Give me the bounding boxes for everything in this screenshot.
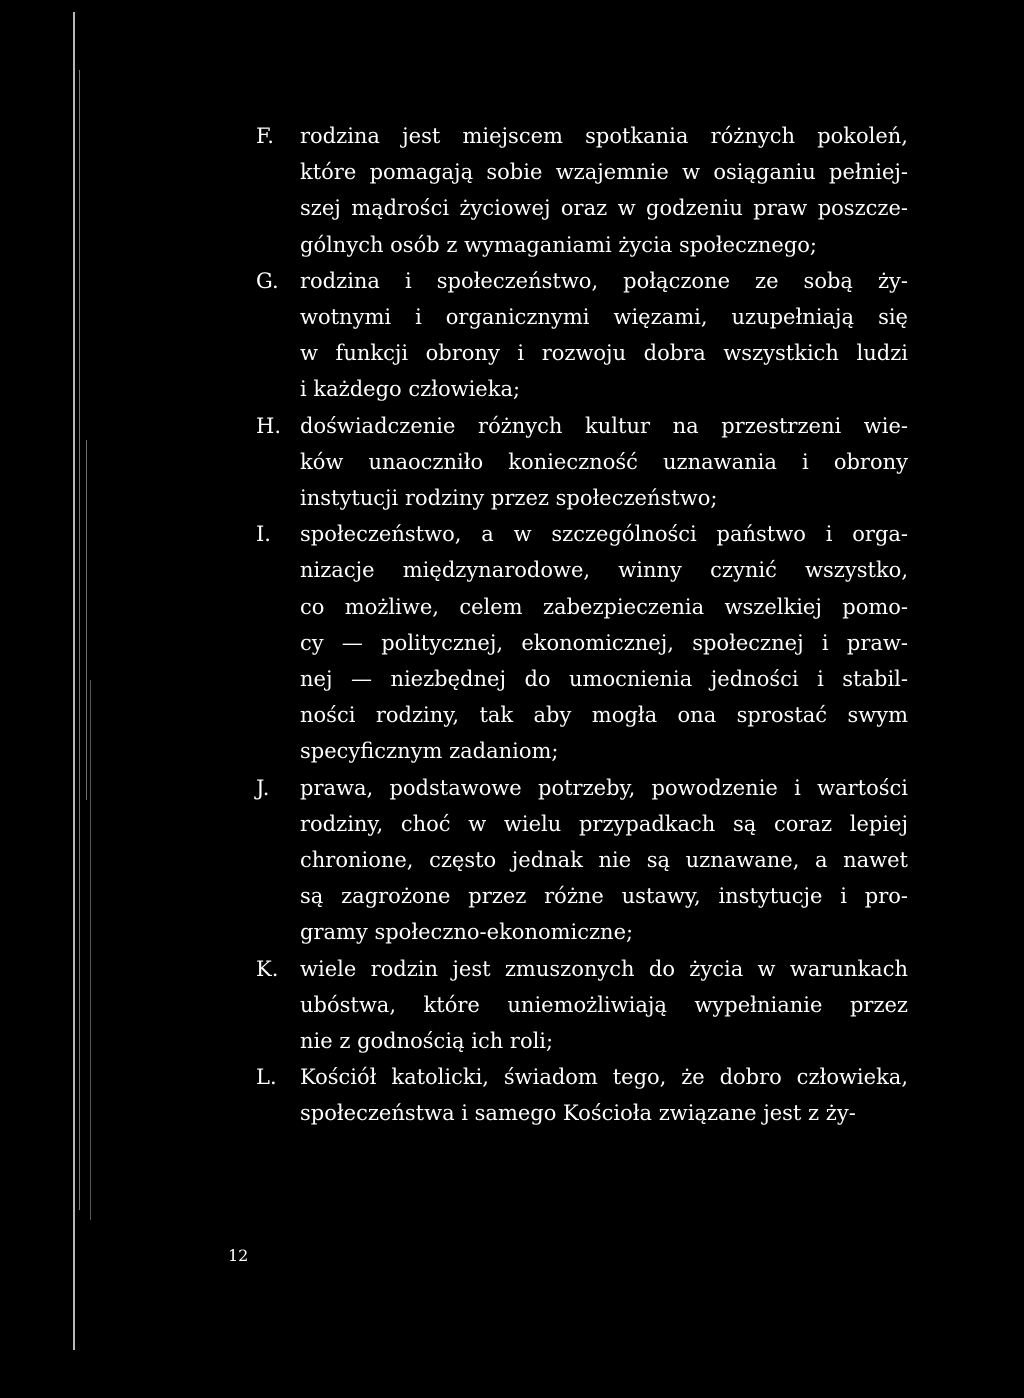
text-line: społeczeństwa i samego Kościoła związane jest z ży-: [300, 1101, 856, 1126]
text-line: które pomagają sobie wzajemnie w osiąganiu pełniej-: [300, 160, 908, 185]
text-line: ności rodziny, tak aby mogła ona sprostać swym: [300, 703, 908, 728]
scan-edge-line: [73, 12, 75, 1350]
item-letter: J.: [256, 775, 270, 800]
list-item: [248, 118, 908, 263]
item-letter: G.: [256, 268, 279, 293]
text-line: rodzina jest miejscem spotkania różnych pokoleń,: [300, 124, 908, 148]
list-item: [248, 263, 908, 408]
text-line: nej — niezbędnej do umocnienia jedności i stabil-: [300, 667, 908, 692]
text-line: rodzina i społeczeństwo, połączone ze sobą ży-: [300, 268, 908, 293]
item-letter: K.: [256, 956, 279, 981]
text-line: ubóstwa, które uniemożliwiają wypełnianie przez: [300, 992, 908, 1017]
item-text: [300, 408, 908, 517]
text-line: nizacje międzynarodowe, winny czynić wszystko,: [300, 558, 908, 583]
list-item: [248, 951, 908, 1060]
text-line: wiele rodzin jest zmuszonych do życia w warunkach: [300, 956, 908, 981]
text-line: Kościół katolicki, świadom tego, że dobro człowieka,: [300, 1065, 908, 1090]
text-line: prawa, podstawowe potrzeby, powodzenie i wartości: [300, 775, 908, 800]
text-line: co możliwe, celem zabezpieczenia wszelkiej pomo-: [300, 594, 908, 619]
item-text: [300, 1059, 908, 1131]
item-letter: F.: [256, 124, 274, 148]
text-line: gólnych osób z wymaganiami życia społecznego;: [300, 232, 818, 257]
scan-edge-line: [79, 70, 80, 1210]
page-number: 12: [228, 1246, 249, 1265]
text-line: w funkcji obrony i rozwoju dobra wszystkich ludzi: [300, 341, 908, 366]
text-line: społeczeństwo, a w szczególności państwo i orga-: [300, 522, 908, 547]
list-item: [248, 516, 908, 769]
text-line: są zagrożone przez różne ustawy, instytucje i pro-: [300, 884, 908, 909]
item-text: [300, 770, 908, 951]
item-text: [300, 516, 908, 769]
list-item: [248, 408, 908, 517]
item-letter: H.: [256, 413, 281, 438]
text-line: gramy społeczno-ekonomiczne;: [300, 920, 634, 945]
text-line: ków unaoczniło konieczność uznawania i obrony: [300, 449, 908, 474]
text-line: doświadczenie różnych kultur na przestrzeni wie-: [300, 413, 908, 438]
item-letter: I.: [256, 522, 271, 547]
text-line: specyficznym zadaniom;: [300, 739, 559, 764]
text-line: wotnymi i organicznymi więzami, uzupełniają się: [300, 305, 908, 330]
scan-edge-line: [90, 680, 91, 1220]
text-line: szej mądrości życiowej oraz w godzeniu praw poszcze-: [300, 196, 908, 221]
item-text: [300, 118, 908, 263]
text-line: i każdego człowieka;: [300, 377, 521, 402]
scan-edge-line: [86, 440, 87, 800]
list-item: [248, 1059, 908, 1131]
text-line: cy — politycznej, ekonomicznej, społecznej i praw-: [300, 630, 908, 655]
list-item: [248, 770, 908, 951]
text-line: nie z godnością ich roli;: [300, 1029, 554, 1054]
text-line: rodziny, choć w wielu przypadkach są coraz lepiej: [300, 811, 908, 836]
item-text: [300, 263, 908, 408]
item-text: [300, 951, 908, 1060]
lettered-list: [248, 118, 908, 1132]
item-letter: L.: [256, 1065, 277, 1090]
text-line: instytucji rodziny przez społeczeństwo;: [300, 486, 718, 511]
text-line: chronione, często jednak nie są uznawane, a nawet: [300, 848, 908, 873]
